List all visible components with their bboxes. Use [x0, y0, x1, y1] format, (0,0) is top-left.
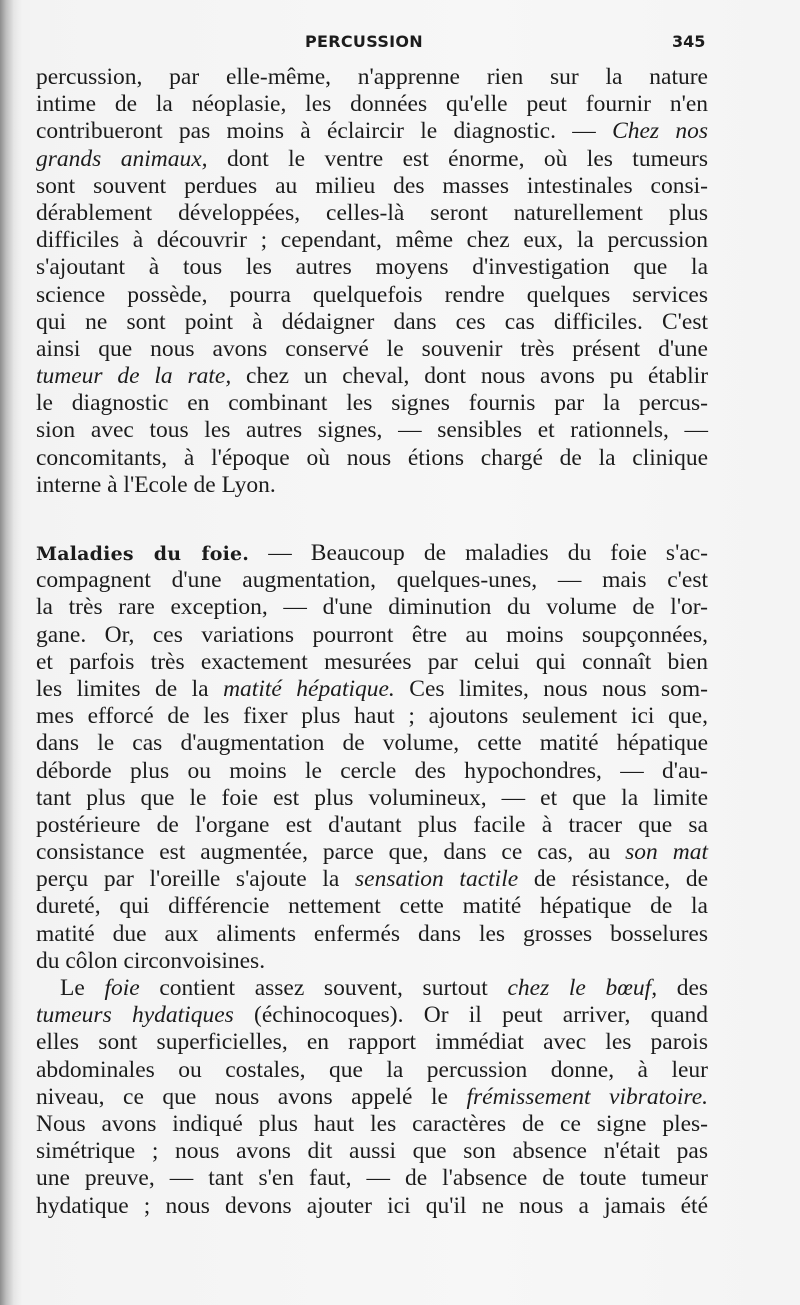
- paragraph-liver-diseases: [36, 540, 708, 975]
- text-line: tumeur de la rate, chez un cheval, dont nous avons pu établir: [36, 363, 709, 390]
- text-line: dureté, qui différencie nettement cette matité hépatique de la: [36, 893, 708, 920]
- page-header: [0, 32, 800, 58]
- paragraph-tumors-percussion: [36, 64, 708, 499]
- text-line: Nous avons indiqué plus haut les caractères de ce signe ples-: [36, 1110, 708, 1137]
- text-line: niveau, ce que nous avons appelé le frémissement vibratoire.: [36, 1083, 709, 1110]
- text-line: matité due aux aliments enfermés dans les grosses bosselures: [36, 920, 708, 947]
- emphasis: frémissement vibratoire.: [466, 1083, 709, 1110]
- emphasis: grands animaux,: [36, 145, 208, 172]
- emphasis: sensation tactile: [355, 866, 519, 893]
- text-line: Maladies du foie. — Beaucoup de maladies du foie s'ac-: [36, 540, 708, 566]
- text-line: les limites de la matité hépatique. Ces limites, nous nous som-: [36, 675, 709, 702]
- page-body: [36, 64, 708, 1220]
- page-number: 345: [672, 32, 706, 51]
- text-line: intime de la néoplasie, les données qu'elle peut fournir n'en: [36, 91, 708, 118]
- emphasis: matité hépatique.: [223, 675, 395, 702]
- text-line: difficiles à découvrir ; cependant, même chez eux, la percussion: [36, 227, 708, 254]
- text-line: grands animaux, dont le ventre est énorme, où les tumeurs: [36, 145, 709, 172]
- text-line: Le foie contient assez souvent, surtout chez le bœuf, des: [60, 975, 709, 1001]
- text-line: déborde plus ou moins le cercle des hypochondres, — d'au-: [36, 757, 708, 784]
- text-line: postérieure de l'organe est d'autant plus facile à tracer que sa: [36, 811, 708, 838]
- emphasis: tumeurs hydatiques: [36, 1002, 234, 1029]
- text-line: compagnent d'une augmentation, quelques-unes, — mais c'est: [36, 567, 708, 594]
- text-line: et parfois très exactement mesurées par celui qui connaît bien: [36, 648, 708, 675]
- emphasis: son mat: [625, 839, 708, 866]
- section-heading: Maladies du foie.: [36, 543, 250, 565]
- text-line: concomitants, à l'époque où nous étions chargé de la clinique: [36, 444, 708, 471]
- text-line: contribueront pas moins à éclaircir le diagnostic. — Chez nos: [36, 118, 709, 145]
- emphasis: foie: [104, 975, 140, 1001]
- text-line: une preuve, — tant s'en faut, — de l'absence de toute tumeur: [36, 1165, 708, 1192]
- text-line: tumeurs hydatiques (échinocoques). Or il peut arriver, quand: [36, 1002, 709, 1029]
- text-line: abdominales ou costales, que la percussion donne, à leur: [36, 1056, 708, 1083]
- text-line: dans le cas d'augmentation de volume, cette matité hépatique: [36, 730, 708, 757]
- text-line: hydatique ; nous devons ajouter ici qu'il ne nous a jamais été: [36, 1192, 708, 1219]
- emphasis: tumeur de la rate,: [36, 363, 232, 390]
- text-line: qui ne sont point à dédaigner dans ces cas difficiles. C'est: [36, 308, 708, 335]
- text-line: mes efforcé de les fixer plus haut ; ajoutons seulement ici que,: [36, 703, 708, 730]
- text-line: consistance est augmentée, parce que, dans ce cas, au son mat: [36, 839, 708, 866]
- text-line: dérablement développées, celles-là seront naturellement plus: [36, 199, 708, 226]
- running-head: PERCUSSION: [305, 32, 423, 51]
- text-line: elles sont superficielles, en rapport immédiat avec les parois: [36, 1029, 708, 1056]
- text-line: sont souvent perdues au milieu des masses intestinales consi-: [36, 172, 708, 199]
- section-gap: [36, 499, 708, 540]
- text-line: sion avec tous les autres signes, — sensibles et rationnels, —: [36, 417, 708, 444]
- emphasis: Chez nos: [612, 118, 709, 145]
- text-line: gane. Or, ces variations pourront être au moins soupçonnées,: [36, 621, 708, 648]
- text-line: interne à l'Ecole de Lyon.: [36, 471, 276, 498]
- text-line: perçu par l'oreille s'ajoute la sensation tactile de résistance, de: [36, 866, 708, 893]
- text-line: science possède, pourra quelquefois rendre quelques services: [36, 281, 708, 308]
- paragraph-hydatid-tumors: [36, 975, 708, 1220]
- text-line: la très rare exception, — d'une diminution du volume de l'or-: [36, 594, 708, 621]
- text-line: percussion, par elle-même, n'apprenne rien sur la nature: [36, 64, 708, 90]
- text-line: tant plus que le foie est plus volumineux, — et que la limite: [36, 784, 708, 811]
- text-line: le diagnostic en combinant les signes fournis par la percus-: [36, 390, 708, 417]
- text-line: s'ajoutant à tous les autres moyens d'investigation que la: [36, 254, 708, 281]
- text-line: simétrique ; nous avons dit aussi que son absence n'était pas: [36, 1138, 708, 1165]
- text-line: ainsi que nous avons conservé le souvenir très présent d'une: [36, 335, 708, 362]
- text-line: du côlon circonvoisines.: [36, 947, 266, 974]
- emphasis: chez le bœuf,: [507, 975, 658, 1001]
